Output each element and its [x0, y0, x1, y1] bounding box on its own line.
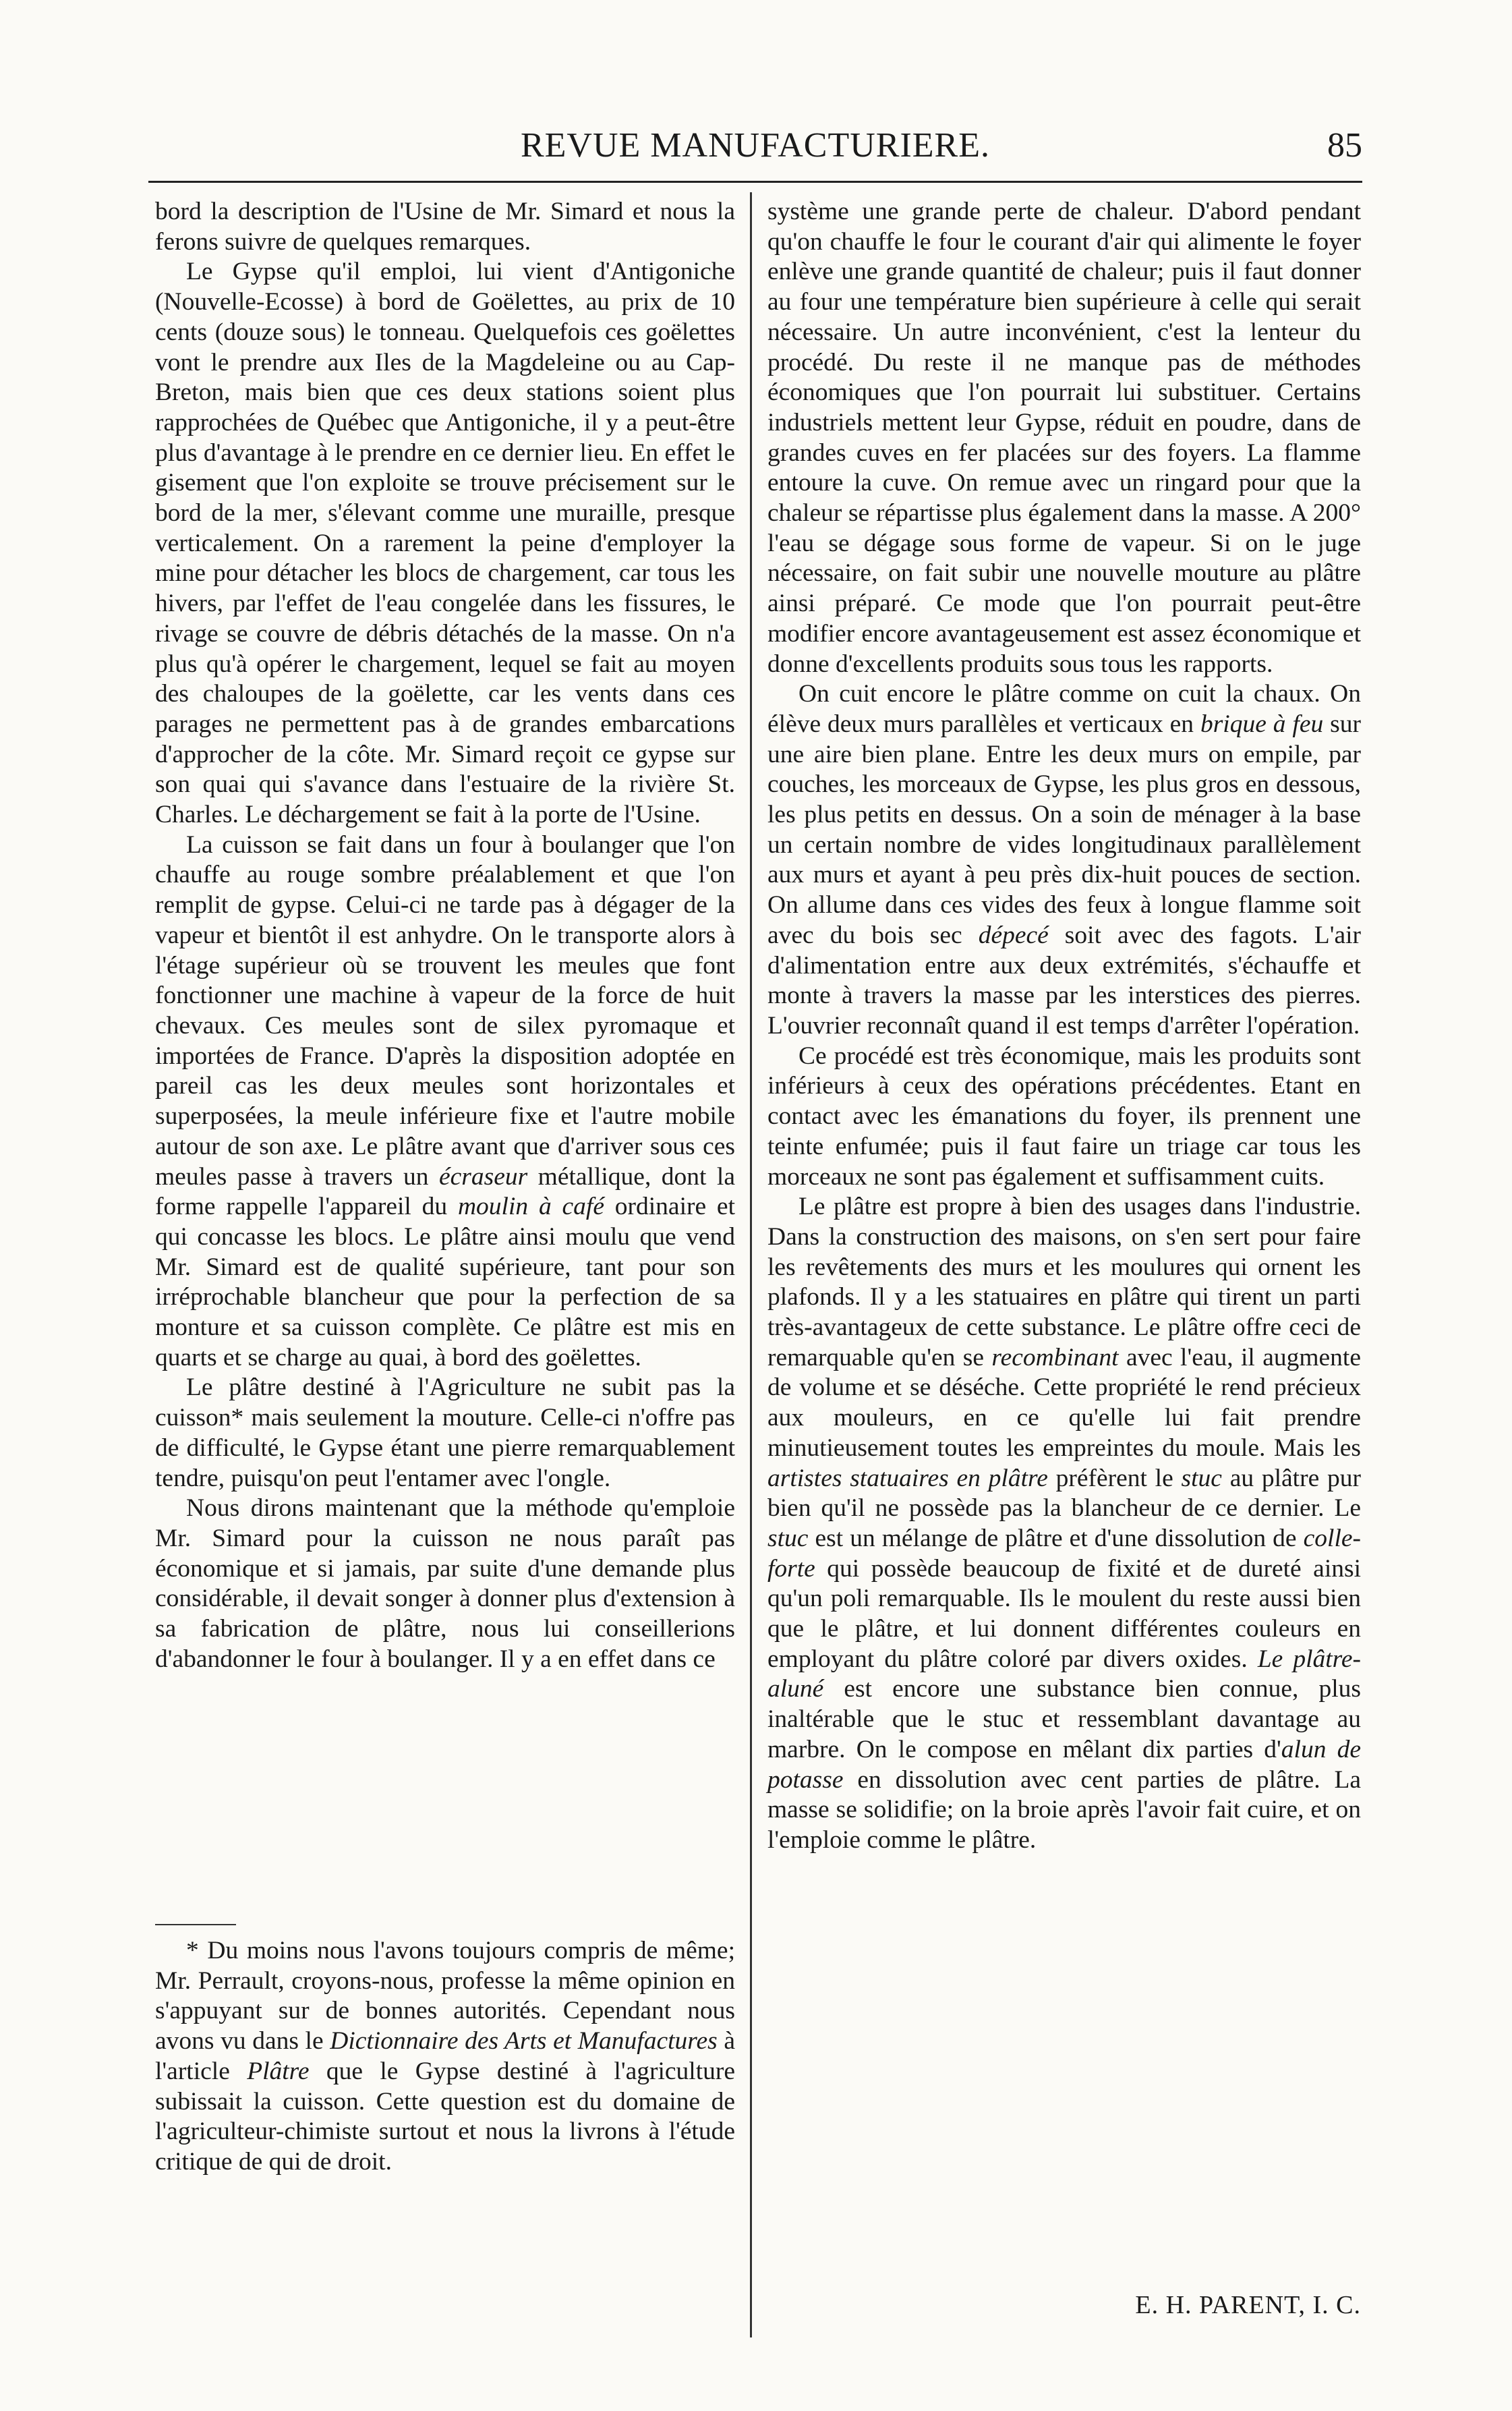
left-paragraph-2: Le Gypse qu'il emploi, lui vient d'Antigoniche (Nouvelle-Ecosse) à bord de Goëlettes, au prix de 10 cents (douze sous) le tonneau. Quelquefois ces goëlettes vont le prendre aux Iles de la Magdeleine ou au Cap-Breton, mais bien que ces deux stations soient plus rapprochées de Québec que Antigoniche, il y a peut-être plus d'avantage à le prendre en ce dernier lieu. En effet le gisement que l'on exploite se trouve précisement sur le bord de la mer, s'élevant comme une muraille, presque verticalement. On a rarement la peine d'employer la mine pour détacher les blocs de chargement, car tous les hivers, par l'effet de l'eau congelée dans les fissures, le rivage se couvre de débris détachés de la masse. On n'a plus qu'à opérer le chargement, lequel se fait au moyen des chaloupes de la goëlette, car les vents dans ces parages ne permettent pas à de grandes embarcations d'approcher de la côte. Mr. Simard reçoit ce gypse sur son quai qui s'avance dans l'estuaire de la rivière St. Charles. Le déchargement se fait à la porte de l'Usine. — [155, 258, 735, 829]
italic-term: Le plâtre-aluné — [767, 1645, 1362, 1703]
left-column — [155, 197, 735, 1674]
italic-term: brique à feu — [1200, 710, 1324, 738]
page-number: 85 — [1327, 126, 1362, 165]
right-column — [767, 197, 1361, 1856]
left-paragraph-4: Le plâtre destiné à l'Agriculture ne subit pas la cuisson* mais seulement la mouture. Celle-ci n'offre pas de difficulté, le Gypse étant une pierre remarquablement tendre, puisqu'on peut l'entamer avec l'ongle. — [155, 1373, 735, 1492]
italic-term: colle-forte — [767, 1524, 1361, 1583]
italic-term: moulin à café — [457, 1193, 604, 1221]
right-paragraph-4: Le plâtre est propre à bien des usages dans l'industrie. Dans la construction des maisons, on s'en sert pour faire les revêtements des murs et les moulures qui ornent les plafonds. Il y a les statuaires en plâtre qui tirent un parti très-avantageux de cette substance. Le plâtre offre ceci de remarquable qu'en se recombinant avec l'eau, il augmente de volume et se déséche. Cette propriété le rend précieux aux mouleurs, en ce qu'elle lui fait prendre minutieusement toutes les empreintes du moule. Mais les artistes statuaires en plâtre préfèrent le stuc au plâtre pur bien qu'il ne possède pas la blancheur de ce dernier. Le stuc est un mélange de plâtre et d'une dissolution de colle-forte qui possède beaucoup de fixité et de dureté ainsi qu'un poli remarquable. Ils le moulent du reste aussi bien que le plâtre, et lui donnent différentes couleurs en employant du plâtre coloré par divers oxides. Le plâtre-aluné est encore une substance bien connue, plus inaltérable que le stuc et ressemblant davantage au marbre. On le compose en mêlant dix parties d'alun de potasse en dissolution avec cent parties de plâtre. La masse se solidifie; on la broie après l'avoir fait cuire, et on l'emploie comme le plâtre. — [767, 1193, 1362, 1854]
right-paragraph-1: système une grande perte de chaleur. D'abord pendant qu'on chauffe le four le courant d'air qui alimente le foyer enlève une grande quantité de chaleur; puis il faut donner au four une température bien supérieure à celle qui serait nécessaire. Un autre inconvénient, c'est la lenteur du procédé. Du reste il ne manque pas de méthodes économiques que l'on pourrait lui substituer. Certains industriels mettent leur Gypse, réduit en poudre, dans de grandes cuves en fer placées sur des foyers. La flamme entoure la cuve. On remue avec un ringard pour que la chaleur se répartisse plus également dans la masse. A 200° l'eau se dégage sous forme de vapeur. Si on le juge nécessaire, on fait subir une nouvelle mouture au plâtre ainsi préparé. Ce mode que l'on pourrait peut-être modifier encore avantageusement est assez économique et donne d'excellents produits sous tous les rapports. — [767, 198, 1361, 678]
italic-term: écraseur — [438, 1162, 528, 1191]
author-signature: E. H. PARENT, I. C. — [1135, 2291, 1361, 2319]
italic-term: stuc — [767, 1524, 809, 1552]
left-paragraph-5: Nous dirons maintenant que la méthode qu'emploie Mr. Simard pour la cuisson ne nous paraît pas économique et si jamais, par suite d'une demande plus considérable, il devait songer à donner plus d'extension à sa fabrication de plâtre, nous lui conseillerions d'abandonner le four à boulanger. Il y a en effet dans ce — [155, 1494, 735, 1673]
header-rule — [148, 181, 1362, 183]
italic-term: recombinant — [991, 1343, 1119, 1371]
right-paragraph-3: Ce procédé est très économique, mais les produits sont inférieurs à ceux des opérations précédentes. Etant en contact avec les émanations du foyer, ils prennent une teinte enfumée; puis il faut faire un triage car tous les morceaux ne sont pas également et suffisamment cuits. — [767, 1042, 1361, 1191]
running-title: REVUE MANUFACTURIERE. — [520, 126, 991, 165]
italic-title: Dictionnaire des Arts et Manufactures — [330, 2027, 718, 2055]
footnote — [155, 1936, 735, 2178]
footnote-text: * Du moins nous l'avons toujours compris de même; Mr. Perrault, croyons-nous, professe la même opinion en s'appuyant sur de bonnes autorités. Cependant nous avons vu dans le Dictionnaire des Arts et Manufactures à l'article Plâtre que le Gypse destiné à l'agriculture subissait la cuisson. Cette question est du domaine de l'agriculteur-chimiste surtout et nous la livrons à l'étude critique de qui de droit. — [155, 1937, 735, 2176]
page-header — [148, 125, 1362, 179]
italic-term: stuc — [1181, 1464, 1222, 1492]
right-paragraph-2: On cuit encore le plâtre comme on cuit la chaux. On élève deux murs parallèles et verticaux en brique à feu sur une aire bien plane. Entre les deux murs on empile, par couches, les morceaux de Gypse, les plus gros en dessous, les plus petits en dessus. On a soin de ménager à la base un certain nombre de vides longitudinaux parallèlement aux murs et ayant à peu près dix-huit pouces de section. On allume dans ces vides des feux à longue flamme soit avec du bois sec dépecé soit avec des fagots. L'air d'alimentation entre aux deux extrémités, s'échauffe et monte à travers la masse par les interstices des pierres. L'ouvrier reconnaît quand il est temps d'arrêter l'opération. — [767, 680, 1362, 1040]
italic-term: artistes statuaires en plâtre — [767, 1464, 1048, 1492]
column-divider — [750, 192, 752, 2337]
left-paragraph-3: La cuisson se fait dans un four à boulanger que l'on chauffe au rouge sombre préalablement et que l'on remplit de gypse. Celui-ci ne tarde pas à dégager de la vapeur et bientôt il est anhydre. On le transporte alors à l'étage supérieur où se trouvent les meules que font fonctionner une machine à vapeur de la force de huit chevaux. Ces meules sont de silex pyromaque et importées de France. D'après la disposition adoptée en pareil cas les deux meules sont horizontales et superposées, la meule inférieure fixe et l'autre mobile autour de son axe. Le plâtre avant que d'arriver sous ces meules passe à travers un écraseur métallique, dont la forme rappelle l'appareil du moulin à café ordinaire et qui concasse les blocs. Le plâtre ainsi moulu que vend Mr. Simard est de qualité supérieure, tant pour son irréprochable blancheur que pour la perfection de sa monture et sa cuisson complète. Ce plâtre est mis en quarts et se charge au quai, à bord des goëlettes. — [155, 830, 735, 1371]
left-paragraph-1: bord la description de l'Usine de Mr. Simard et nous la ferons suivre de quelques remarques. — [155, 198, 735, 256]
footnote-rule — [155, 1924, 236, 1925]
italic-term: Plâtre — [247, 2057, 310, 2085]
italic-term: dépecé — [978, 921, 1049, 949]
italic-term: alun de potasse — [767, 1735, 1361, 1794]
